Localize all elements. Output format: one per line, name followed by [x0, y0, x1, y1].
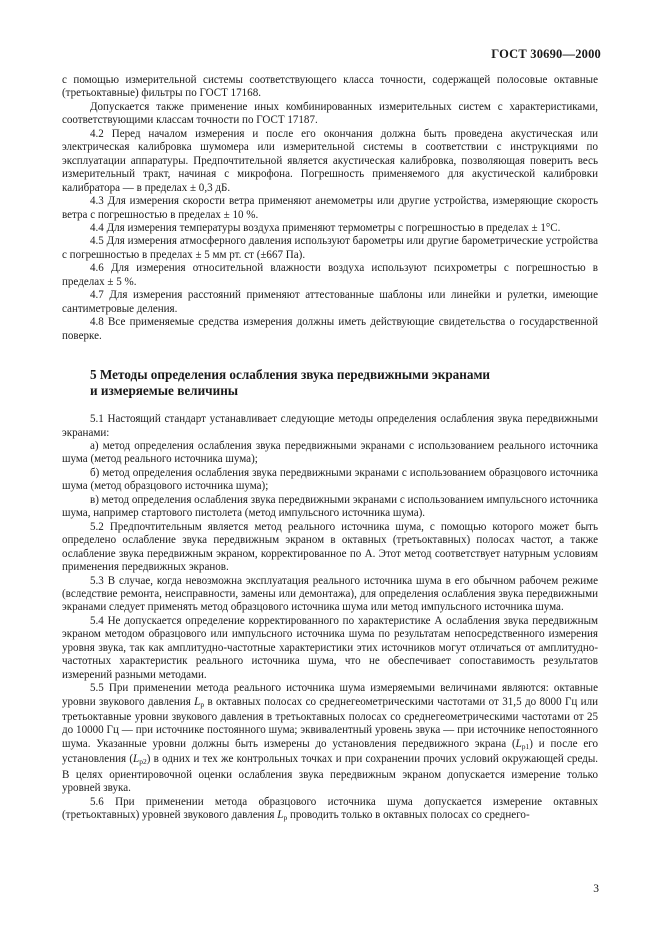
paragraph-4-4: 4.4 Для измерения температуры воздуха применяют термометры с погрешностью в пределах ± 1°С.	[90, 221, 561, 234]
paragraph-4-2: 4.2 Перед началом измерения и после его окончания должна быть проведена акустическая или электрическая калибровка шумомера или измерительной системы в соответствии с инструкциями по эксплуатации аппаратуры. Предпочтительной является акустическая калибровка, позволяющая поверить весь измерительный тракт, начиная с микрофона. Погрешность применяемого для акустической калибровки калибратора — в пределах ± 0,3 дБ.	[62, 127, 598, 194]
paragraph-4-7: 4.7 Для измерения расстояний применяют аттестованные шаблоны или линейки и рулетки, имеющие сантиметровые деления.	[62, 289, 598, 315]
paragraph-5-1: 5.1 Настоящий стандарт устанавливает следующие методы определения ослабления звука передвижными экранами:	[62, 413, 598, 439]
paragraph-4-5: 4.5 Для измерения атмосферного давления используют барометры или другие барометрические устройства с погрешностью в пределах ± 5 мм рт. ст (±667 Па).	[62, 235, 598, 261]
paragraph-5-2: 5.2 Предпочтительным является метод реального источника шума, с помощью которого может быть определено ослабление звука передвижным экраном в октавных (третьоктавных) полосах частот, а также ослабление звука передвижным экраном, корректированное по А. Этот метод соответствует натурным условиям применения передвижных экранов.	[62, 520, 598, 574]
section-5-heading	[62, 367, 598, 399]
list-item-a: а) метод определения ослабления звука передвижными экранами с использованием реального источника шума (метод реального источника шума);	[62, 439, 598, 466]
list-item-b: б) метод определения ослабления звука передвижными экранами с использованием образцового источника шума (метод образцового источника шума);	[62, 466, 598, 493]
paragraph-5-6: 5.6 При применении метода образцового источника шума допускается измерение октавных (третьоктавных) уровней звукового давления $L_p$ проводить только в октавных полосах со среднего-	[62, 795, 598, 823]
paragraph-5-3: 5.3 В случае, когда невозможна эксплуатация реального источника шума в его обычном рабочем режиме (вследствие ремонта, неисправности, замены или демонтажа), для определения ослабления звука передвижными экранами следует применять метод образцового источника шума или метод импульсного источника шума.	[62, 574, 598, 614]
paragraph: Допускается также применение иных комбинированных измерительных систем с характеристиками, соответствующими классам точности по ГОСТ 17187.	[62, 100, 598, 127]
standard-header: ГОСТ 30690—2000	[491, 47, 601, 61]
page-content	[62, 74, 598, 825]
paragraph-5-5: 5.5 При применении метода реального источника шума измеряемыми величинами являются: октавные уровни звукового давления $L_p$ в октавных полосах со среднегеометрическими частотами от 31,5 до 8000 Гц или третьоктавные уровни звукового давления в третьоктавных полосах со среднегеометрическими частотами от 25 до 10000 Гц — при источнике постоянного шума; эквивалентный уровень звука — при источнике непостоянного шума. Указанные уровни должны быть измерены до установления передвижного экрана $(L_{p1})$ и после его установления $(L_{p2})$ в одних и тех же контрольных точках и при сохранении прочих условий окружающей среды. В целях ориентировочной оценки ослабления звука передвижным экраном допускается измерение только уровней звука.	[62, 682, 599, 795]
paragraph-5-4: 5.4 Не допускается определение корректированного по характеристике А ослабления звука передвижным экраном методом образцового или импульсного источника шума по результатам непосредственного измерения уровня звука, так как амплитудно-частотные характеристики этих источников могут отличаться от амплитудно-частотных характеристик реального источника шума, что не обеспечивает сопоставимость результатов измерений разными методами.	[62, 614, 598, 681]
section-5-heading-line2: и измеряемые величины	[90, 383, 239, 399]
paragraph-4-6: 4.6 Для измерения относительной влажности воздуха используют психрометры с погрешностью в пределах ± 5 %.	[62, 262, 598, 288]
section-5-heading-line1: 5 Методы определения ослабления звука передвижными экранами	[90, 367, 491, 383]
paragraph-4-8: 4.8 Все применяемые средства измерения должны иметь действующие свидетельства о государственной поверке.	[62, 316, 598, 342]
paragraph: с помощью измерительной системы соответствующего класса точности, содержащей полосовые октавные (третьоктавные) фильтры по ГОСТ 17168.	[62, 74, 598, 100]
list-item-c: в) метод определения ослабления звука передвижными экранами с использованием импульсного источника шума, например стартового пистолета (метод импульсного источника шума).	[62, 493, 598, 520]
page-number: 3	[593, 883, 599, 895]
paragraph-4-3: 4.3 Для измерения скорости ветра применяют анемометры или другие устройства, измеряющие скорость ветра с погрешностью в пределах ± 10 %.	[62, 195, 598, 221]
